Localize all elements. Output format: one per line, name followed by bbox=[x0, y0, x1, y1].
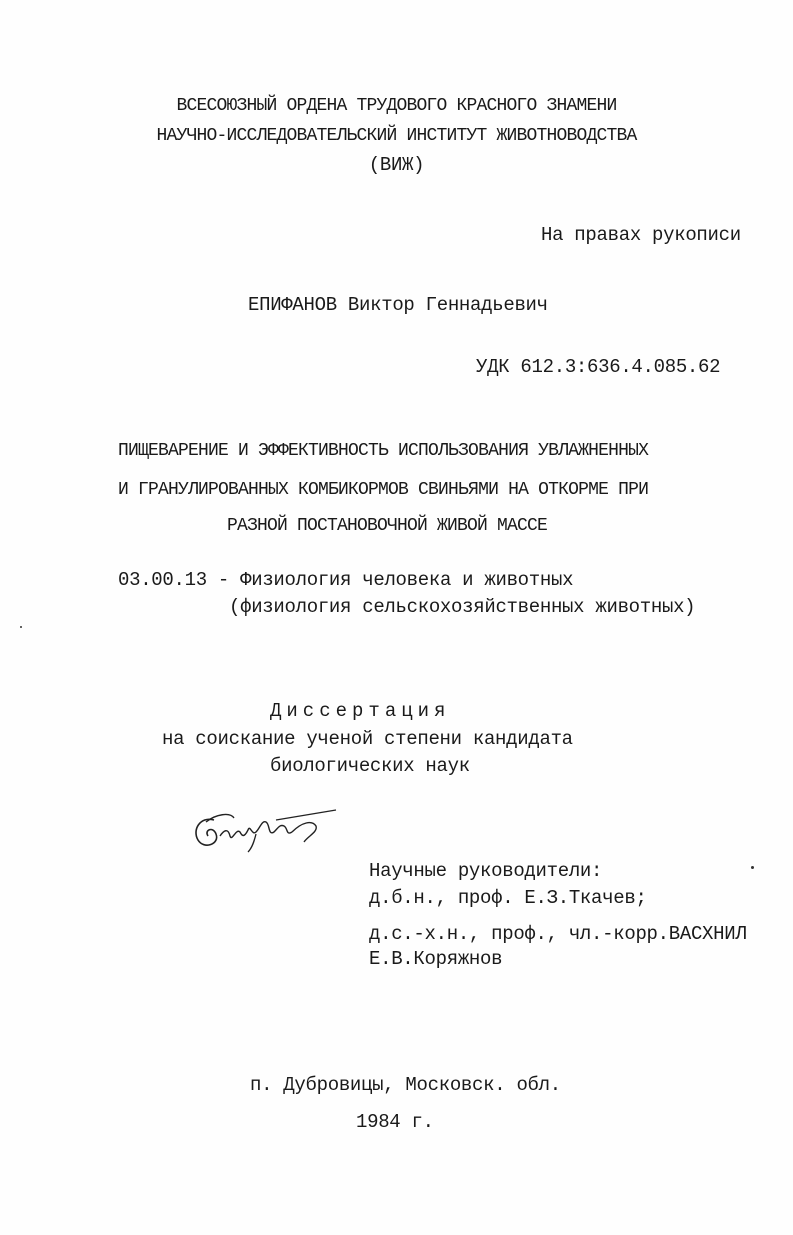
institute-abbreviation: (ВИЖ) bbox=[368, 154, 425, 176]
manuscript-note: На правах рукописи bbox=[541, 224, 741, 246]
institute-line-2: НАУЧНО-ИССЛЕДОВАТЕЛЬСКИЙ ИНСТИТУТ ЖИВОТНОВОДСТВА bbox=[156, 126, 637, 146]
dissertation-heading: Диссертация bbox=[270, 700, 451, 722]
paper-speck bbox=[20, 626, 22, 628]
supervisor-2-credentials: д.с.-х.н., проф., чл.-корр.ВАСХНИЛ bbox=[369, 923, 747, 945]
year: 1984 г. bbox=[356, 1111, 434, 1133]
degree-line-1: на соискание ученой степени кандидата bbox=[162, 728, 573, 750]
author-name: ЕПИФАНОВ Виктор Геннадьевич bbox=[248, 294, 548, 316]
udc-code: УДК 612.3:636.4.085.62 bbox=[476, 356, 721, 378]
title-line-2: И ГРАНУЛИРОВАННЫХ КОМБИКОРМОВ СВИНЬЯМИ НА ОТКОРМЕ ПРИ bbox=[118, 480, 649, 500]
specialty-line-2: (физиология сельскохозяйственных животных) bbox=[229, 596, 696, 618]
title-line-3: РАЗНОЙ ПОСТАНОВОЧНОЙ ЖИВОЙ МАССЕ bbox=[227, 516, 548, 536]
supervisor-1: д.б.н., проф. Е.З.Ткачев; bbox=[369, 887, 647, 909]
place: п. Дубровицы, Московск. обл. bbox=[250, 1074, 561, 1096]
institute-line-1: ВСЕСОЮЗНЫЙ ОРДЕНА ТРУДОВОГО КРАСНОГО ЗНАМЕНИ bbox=[176, 96, 617, 116]
paper-speck bbox=[751, 866, 754, 869]
degree-line-2: биологических наук bbox=[270, 755, 470, 777]
supervisor-2-name: Е.В.Коряжнов bbox=[369, 948, 503, 970]
specialty-line-1: 03.00.13 - Физиология человека и животных bbox=[118, 569, 574, 591]
title-line-1: ПИЩЕВАРЕНИЕ И ЭФФЕКТИВНОСТЬ ИСПОЛЬЗОВАНИЯ УВЛАЖНЕННЫХ bbox=[118, 441, 649, 461]
supervisors-heading: Научные руководители: bbox=[369, 860, 603, 882]
handwritten-signature-icon bbox=[186, 806, 346, 856]
